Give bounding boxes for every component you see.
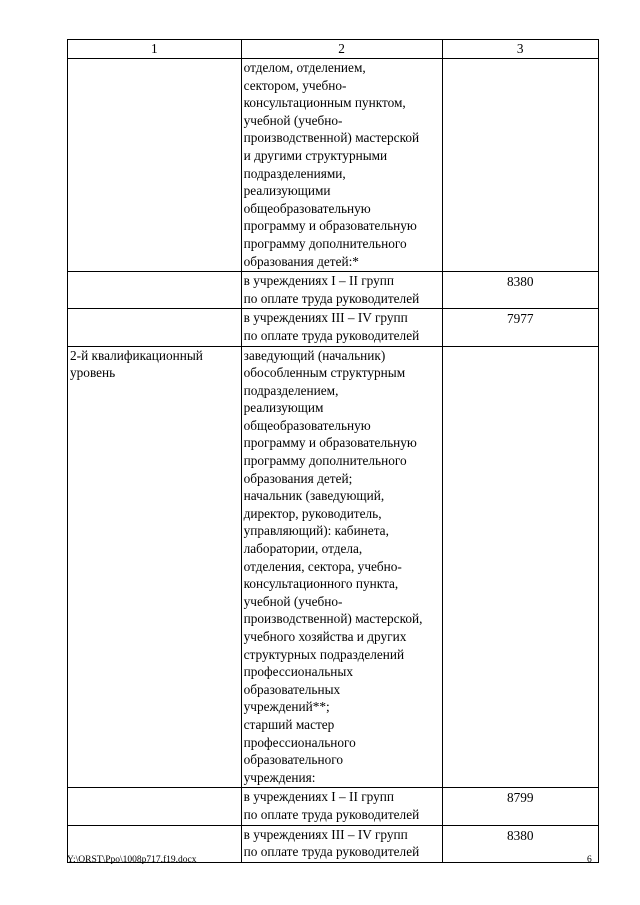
position-line: программу и образовательную bbox=[243, 435, 417, 451]
salary-cell: 8799 bbox=[442, 788, 598, 825]
position-line: сектором, учебно- bbox=[243, 77, 347, 93]
position-line: отделом, отделением, bbox=[243, 60, 366, 75]
salary-cell bbox=[442, 346, 598, 788]
position-line: подразделением, bbox=[243, 382, 339, 398]
position-line: в учреждениях III – IV групп bbox=[243, 826, 408, 842]
header-row bbox=[68, 40, 599, 59]
position-line: учреждения: bbox=[243, 769, 316, 785]
position-line: лаборатории, отдела, bbox=[243, 541, 363, 557]
qualification-level-cell bbox=[68, 788, 242, 825]
position-line: в учреждениях III – IV групп bbox=[243, 310, 408, 326]
position-line: учреждений**; bbox=[243, 699, 330, 715]
position-cell bbox=[241, 309, 442, 346]
position-line: директор, руководитель, bbox=[243, 505, 382, 521]
position-line: общеобразовательную bbox=[243, 417, 371, 433]
position-line: отделения, сектора, учебно- bbox=[243, 558, 402, 574]
header-col-3: 3 bbox=[442, 40, 598, 59]
salary-cell bbox=[442, 59, 598, 272]
position-line: общеобразовательную bbox=[243, 200, 371, 216]
table-row bbox=[68, 272, 599, 309]
salary-cell: 7977 bbox=[442, 309, 598, 346]
salary-cell: 8380 bbox=[442, 272, 598, 309]
position-line: производственной) мастерской bbox=[243, 130, 420, 146]
salary-cell: 8380 bbox=[442, 825, 598, 862]
position-line: программу дополнительного bbox=[243, 453, 407, 469]
position-line: в учреждениях I – II групп bbox=[243, 789, 395, 805]
table-row bbox=[68, 788, 599, 825]
header-col-2: 2 bbox=[241, 40, 442, 59]
position-line: и другими структурными bbox=[243, 147, 388, 163]
qualification-level-cell bbox=[68, 272, 242, 309]
table-row bbox=[68, 59, 599, 272]
table-row bbox=[68, 309, 599, 346]
position-line: по оплате труда руководителей bbox=[243, 844, 420, 860]
position-cell bbox=[241, 825, 442, 862]
salary-table bbox=[67, 39, 599, 863]
position-line: старший мастер bbox=[243, 716, 335, 732]
table-row bbox=[68, 346, 599, 788]
table-body bbox=[68, 59, 599, 863]
qualification-level-line: 2-й квалификационный bbox=[70, 347, 203, 363]
position-line: в учреждениях I – II групп bbox=[243, 273, 395, 289]
position-line: обособленным структурным bbox=[243, 365, 406, 381]
position-line: образования детей:* bbox=[243, 253, 359, 269]
qualification-level-line: уровень bbox=[70, 365, 116, 381]
footer-file-path: Y:\ORST\Ppo\1008p717.f19.docx bbox=[67, 855, 197, 865]
position-line: образовательных bbox=[243, 681, 341, 697]
position-cell bbox=[241, 788, 442, 825]
position-line: образования детей; bbox=[243, 470, 353, 486]
position-line: программу дополнительного bbox=[243, 235, 407, 251]
position-line: консультационным пунктом, bbox=[243, 95, 406, 111]
qualification-level-cell bbox=[68, 346, 242, 788]
position-line: по оплате труда руководителей bbox=[243, 327, 420, 343]
position-cell bbox=[241, 272, 442, 309]
position-line: по оплате труда руководителей bbox=[243, 290, 420, 306]
position-cell bbox=[241, 346, 442, 788]
position-line: начальник (заведующий, bbox=[243, 488, 385, 504]
qualification-level-cell bbox=[68, 309, 242, 346]
position-line: заведующий (начальник) bbox=[243, 347, 386, 363]
position-line: по оплате труда руководителей bbox=[243, 806, 420, 822]
header-col-1: 1 bbox=[68, 40, 242, 59]
position-cell bbox=[241, 59, 442, 272]
qualification-level-cell bbox=[68, 59, 242, 272]
position-line: производственной) мастерской, bbox=[243, 611, 423, 627]
position-line: консультационного пункта, bbox=[243, 576, 399, 592]
position-line: структурных подразделений bbox=[243, 646, 405, 662]
position-line: профессионального bbox=[243, 734, 356, 750]
position-line: программу и образовательную bbox=[243, 218, 417, 234]
position-line: реализующими bbox=[243, 183, 331, 199]
position-line: учебной (учебно- bbox=[243, 112, 343, 128]
position-line: подразделениями, bbox=[243, 165, 346, 181]
position-line: учебного хозяйства и других bbox=[243, 629, 407, 644]
position-line: учебной (учебно- bbox=[243, 593, 343, 609]
position-line: реализующим bbox=[243, 400, 324, 416]
position-line: управляющий): кабинета, bbox=[243, 523, 389, 539]
footer-page-number: 6 bbox=[587, 855, 592, 865]
position-line: профессиональных bbox=[243, 664, 353, 680]
position-line: образовательного bbox=[243, 752, 344, 768]
